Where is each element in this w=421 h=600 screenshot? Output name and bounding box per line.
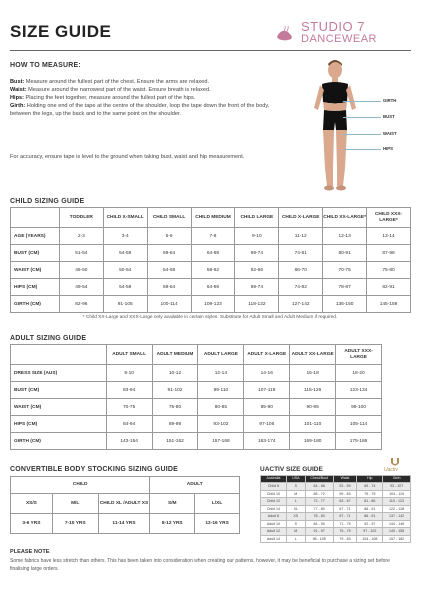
measure-item-waist: Waist: Measure around the narrowest part of the waist. Ensure breath is relaxed. [10,87,211,93]
child-header-corner [11,208,60,228]
size-header: L/XL [195,494,240,514]
table-cell: 79 - 83 [333,535,357,543]
table-cell: 92 - 97 [357,520,383,528]
table-row [11,279,411,296]
child-col-header: CHILD MEDIUM [191,208,235,228]
size-header: M/L [52,494,98,514]
please-note-heading: PLEASE NOTE [10,549,50,555]
table-cell: Adult 8 [261,513,287,521]
table-cell: 63 - 67 [333,498,357,506]
table-cell: 68 - 72 [305,490,333,498]
convertible-group-row [11,477,240,494]
uactiv-brand: Uactiv [384,467,398,473]
table-cell: 74-81 [279,245,323,262]
table-cell: 70-75 [106,399,152,416]
table-cell: 84 - 90 [305,520,333,528]
table-cell: 93-102 [198,416,244,433]
table-row [261,528,411,536]
row-header: AGE (YEARS) [11,228,60,245]
table-cell: 12-13 [323,228,367,245]
table-cell: 105-114 [336,416,382,433]
table-cell: 157 - 162 [383,535,411,543]
table-cell: 163-174 [244,433,290,450]
table-cell: 83-94 [106,382,152,399]
table-cell: 109-123 [191,296,235,313]
figure-label-waist: WAIST [383,131,397,136]
table-cell: 53 - 59 [333,483,357,491]
table-cell: 69-74 [235,279,279,296]
size-header: S/M [150,494,195,514]
table-cell: 72 - 77 [305,498,333,506]
table-cell: 122 - 128 [383,505,411,513]
table-cell: 169-180 [290,433,336,450]
table-cell: 81 - 86 [357,498,383,506]
table-cell: 98 - 105 [305,535,333,543]
table-cell: 97-106 [244,416,290,433]
child-col-header: CHILD LARGE [235,208,279,228]
uactiv-size-table [260,475,411,543]
table-cell: 59-64 [147,245,191,262]
table-cell: 136-150 [323,296,367,313]
uactiv-col-header: Australia [261,476,287,483]
row-header: WAIST (CM) [11,399,107,416]
group-header-child: CHILD [11,477,150,494]
table-cell: 91-102 [152,382,198,399]
adult-col-header: ADULT XXX-LARGE [336,345,382,365]
table-cell: 69-74 [235,245,279,262]
table-row [261,498,411,506]
table-row [261,490,411,498]
table-cell: 74-82 [279,279,323,296]
waist-line [343,134,381,135]
table-cell: 91-105 [103,296,147,313]
table-cell: 18-20 [336,365,382,382]
how-to-measure-heading: HOW TO MEASURE: [10,62,81,69]
adult-col-header: ADULT X-LARGE [244,345,290,365]
adult-header-row [11,345,382,365]
table-cell: 80-85 [198,399,244,416]
table-cell: 99-110 [198,382,244,399]
table-cell: 143-154 [106,433,152,450]
table-cell: 89-98 [152,416,198,433]
table-cell: 8-10 [106,365,152,382]
measure-item-hips: Hips: Placing the feet together, measure around the fullest part of the hips. [10,95,196,101]
convertible-age-row [11,514,240,534]
table-cell: 87-98 [367,245,411,262]
row-header: HIPS (CM) [11,416,107,433]
table-cell: 75-80 [152,399,198,416]
table-row [11,433,382,450]
uactiv-col-header: Hip [357,476,383,483]
table-cell: Child 8 [261,483,287,491]
table-cell: 95-100 [336,399,382,416]
table-cell: 149 - 155 [383,528,411,536]
adult-col-header: ADULT XX-LARGE [290,345,336,365]
table-cell: 85-90 [244,399,290,416]
ballet-shoe-icon [275,23,295,43]
measurement-figure [305,58,411,193]
hips-line [343,149,381,150]
page-header [10,16,411,46]
row-header: BUST (CM) [11,382,107,399]
convertible-size-row [11,494,240,514]
table-cell: 2-3 [59,228,103,245]
table-cell: Child 10 [261,490,287,498]
table-cell: 10-12 [152,365,198,382]
please-note-text: Some fabrics have less stretch than others. This has been taken into consideration when creating our patterns, however, it may be beneficial to purchase a sizing set before finalising large orders. [10,558,390,572]
child-col-header: TODDLER [59,208,103,228]
size-header: XS/S [11,494,53,514]
table-cell: 75 - 79 [357,490,383,498]
table-row [11,262,411,279]
table-cell: Adult 14 [261,535,287,543]
table-row [11,416,382,433]
child-col-header: CHILD SMALL [147,208,191,228]
table-row [11,228,411,245]
table-cell: 58-62 [191,262,235,279]
table-cell: 64-69 [191,279,235,296]
table-cell: 80-91 [323,245,367,262]
table-cell: 75-80 [367,262,411,279]
figure-label-hips: HIPS [383,146,394,151]
row-header: GIRTH (CM) [11,433,107,450]
table-cell: 12-14 [198,365,244,382]
table-cell: Adult 12 [261,528,287,536]
accuracy-note: For accuracy, ensure tape is level to the ground when taking bust, waist and hip measurement. [10,154,245,160]
table-cell: 144 - 149 [383,520,411,528]
table-row [11,296,411,313]
row-header: WAIST (CM) [11,262,60,279]
table-cell: 107-118 [244,382,290,399]
table-cell: 115-126 [290,382,336,399]
table-cell: 86 - 91 [357,513,383,521]
table-row [11,382,382,399]
table-cell: 104 - 119 [383,490,411,498]
table-cell: 100-114 [147,296,191,313]
table-cell: 7-8 [191,228,235,245]
table-cell: 67 - 71 [333,505,357,513]
table-cell: S [286,483,305,491]
table-cell: 11-12 [279,228,323,245]
table-cell: 93 - 107 [383,483,411,491]
measure-item-bust: Bust: Measure around the fullest part of the chest. Ensure the arms are relaxed. [10,79,209,85]
girth-line [343,101,381,102]
table-cell: 54-59 [103,245,147,262]
measure-item-girth: Girth: Holding one end of the tape at the centre of the shoulder, loop the tape down the front of the body, between the legs, up the back and to the same point on the shoulder. [10,103,270,117]
table-cell: 137 - 142 [383,513,411,521]
table-cell: 59-64 [147,279,191,296]
table-row [261,505,411,513]
table-cell: M [286,528,305,536]
studio7-logo [271,18,411,48]
age-cell: 8-12 YRS [150,514,195,534]
convertible-heading: CONVERTIBLE BODY STOCKING SIZING GUIDE [10,466,178,473]
convertible-sizing-table [10,476,240,534]
table-cell: L [286,498,305,506]
table-cell: 66-70 [279,262,323,279]
table-cell: 78 - 83 [305,513,333,521]
table-row [11,399,382,416]
table-cell: 110 - 123 [383,498,411,506]
table-cell: 151-162 [152,433,198,450]
figure-label-bust: BUST [383,114,395,119]
table-cell: 97 - 102 [357,528,383,536]
table-cell: 67 - 71 [333,513,357,521]
age-cell: 3-6 YRS [11,514,53,534]
bust-line [343,117,381,118]
logo-line1: STUDIO 7 [301,19,365,34]
child-col-header: CHILD XXX-LARGE* [367,208,411,228]
table-cell: 123-134 [336,382,382,399]
uactiv-logo [380,458,412,476]
child-col-header: CHILD XX-LARGE* [323,208,367,228]
table-row [11,245,411,262]
table-cell: 70-75 [323,262,367,279]
table-cell: 101-110 [290,416,336,433]
logo-line2: DANCEWEAR [301,33,378,45]
uactiv-col-header: Girth [383,476,411,483]
table-cell: 69 - 74 [357,483,383,491]
table-cell: 75 - 79 [333,528,357,536]
table-cell: 104 - 108 [357,535,383,543]
table-cell: 9-10 [235,228,279,245]
table-cell: 5-6 [147,228,191,245]
uactiv-heading: UACTIV SIZE GUIDE [260,466,323,473]
table-cell: 16-18 [290,365,336,382]
table-cell: 54-59 [103,279,147,296]
table-row [261,513,411,521]
child-header-row [11,208,411,228]
table-cell: Adult 10 [261,520,287,528]
uactiv-header-row [261,476,411,483]
adult-col-header: ADULT LARGE [198,345,244,365]
size-header: CHILD XL /ADULT XS [98,494,150,514]
table-cell: 77 - 80 [305,505,333,513]
table-cell: 90-95 [290,399,336,416]
measure-instructions [10,78,290,118]
table-cell: 84-94 [106,416,152,433]
table-cell: 64 - 68 [305,483,333,491]
table-cell: 118-132 [235,296,279,313]
uactiv-col-header: Waist [333,476,357,483]
table-cell: 14-16 [244,365,290,382]
table-cell: 175-186 [336,433,382,450]
table-cell: 91 - 97 [305,528,333,536]
table-cell: 13-14 [367,228,411,245]
table-cell: 157-168 [198,433,244,450]
table-cell: 46-50 [59,262,103,279]
uactiv-col-header: Chest/Bust [305,476,333,483]
child-col-header: CHILD X-LARGE [279,208,323,228]
row-header: HIPS (CM) [11,279,60,296]
table-cell: 82-96 [59,296,103,313]
child-sizing-heading: CHILD SIZING GUIDE [10,198,85,205]
age-cell: 12-16 YRS [195,514,240,534]
table-cell: 54-58 [147,262,191,279]
page-title: SIZE GUIDE [10,22,112,41]
table-cell: 127-142 [279,296,323,313]
adult-col-header: ADULT MEDIUM [152,345,198,365]
table-cell: 82-91 [367,279,411,296]
uactiv-col-header: USA [286,476,305,483]
table-cell: 78-87 [323,279,367,296]
table-cell: 145-159 [367,296,411,313]
table-cell: L [286,535,305,543]
table-row [261,483,411,491]
header-divider [10,50,411,51]
table-cell: Child 12 [261,498,287,506]
table-row [261,535,411,543]
table-cell: 50-54 [103,262,147,279]
table-cell: 3-4 [103,228,147,245]
table-cell: 49-54 [59,279,103,296]
row-header: GIRTH (CM) [11,296,60,313]
table-row [11,365,382,382]
table-cell: XS [286,513,305,521]
table-cell: 64-69 [191,245,235,262]
table-cell: 86 - 91 [357,505,383,513]
uactiv-u-icon [390,458,400,467]
table-cell: S [286,520,305,528]
age-cell: 11-14 YRS [98,514,150,534]
table-cell: M [286,490,305,498]
adult-sizing-table [10,344,382,450]
table-row [261,520,411,528]
child-col-header: CHILD X-SMALL [103,208,147,228]
table-cell: XL [286,505,305,513]
row-header: BUST (CM) [11,245,60,262]
table-cell: 71 - 75 [333,520,357,528]
row-header: DRESS SIZE (AUS) [11,365,107,382]
table-cell: Child 14 [261,505,287,513]
body-figure-icon [305,58,375,193]
figure-label-girth: GIRTH [383,98,397,103]
child-sizing-table [10,207,411,313]
adult-header-corner [11,345,107,365]
table-cell: 51-54 [59,245,103,262]
group-header-adult: ADULT [150,477,240,494]
age-cell: 7-10 YRS [52,514,98,534]
child-footnote: * Child XX-Large and XXX-Large only available in certain styles. Substitute for Adult Small and Adult Medium if required. [82,315,338,320]
table-cell: 59 - 63 [333,490,357,498]
table-cell: 62-66 [235,262,279,279]
adult-col-header: ADULT SMALL [106,345,152,365]
adult-sizing-heading: ADULT SIZING GUIDE [10,335,87,342]
